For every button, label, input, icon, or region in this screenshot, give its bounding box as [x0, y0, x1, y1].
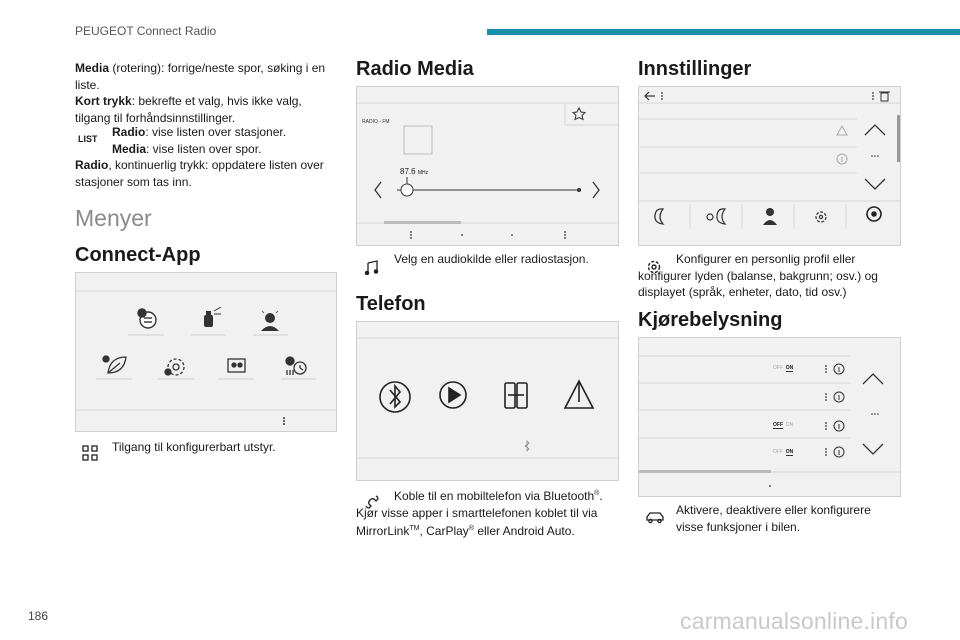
kort-trykk-label: Kort trykk — [75, 94, 132, 108]
media2-label: Media — [112, 141, 147, 156]
telefon-caption: Koble til en mobiltelefon via Bluetooth®. Kjør visse apper i smarttelefonen koblet til via MirrorLink™, CarPlay® eller Android Auto. — [356, 489, 603, 538]
radio2-label: Radio — [75, 158, 109, 172]
connect-app-caption: Tilgang til konfigurerbart utstyr. — [112, 440, 276, 454]
album-art-placeholder — [404, 126, 432, 154]
media-label: Media — [75, 61, 110, 75]
kjorebelysning-heading: Kjørebelysning — [638, 309, 783, 331]
trash-icon — [879, 92, 890, 101]
menu-dots-icon — [410, 231, 412, 239]
more-options-icon — [283, 417, 285, 425]
toggle-row-1: OFF ON — [773, 365, 794, 371]
media-text: (rotering): forrige/neste spor, søking i en liste. — [75, 61, 326, 92]
star-icon — [573, 108, 585, 120]
radio-media-heading: Radio Media — [356, 58, 474, 80]
innstillinger-heading: Innstillinger — [638, 58, 752, 80]
gear-clock-icon — [165, 359, 184, 375]
person-icon — [261, 311, 279, 331]
kjorebelysning-screen — [638, 337, 901, 497]
profile-gear-icon — [763, 208, 777, 225]
mirrorlink-icon — [505, 383, 527, 408]
music-note-icon — [364, 259, 380, 275]
scroll-down-icon — [863, 444, 883, 454]
warning-icon — [837, 126, 847, 135]
toggle-row-3: OFF ON — [773, 422, 794, 428]
menyer-heading: Menyer — [75, 205, 152, 231]
radio-media-screen — [356, 86, 619, 246]
media2-text: : vise listen over spor. — [146, 141, 262, 156]
list-paragraph — [112, 124, 337, 157]
radio-text: : vise listen over stasjoner. — [145, 125, 287, 139]
page-number: 186 — [28, 609, 49, 623]
radio2-text: , kontinuerlig trykk: oppdatere listen over stasjoner som tas inn. — [75, 158, 324, 189]
running-header: PEUGEOT Connect Radio — [75, 24, 217, 38]
tuning-knob — [401, 184, 413, 196]
innstillinger-caption: Konfigurer en personlig profil eller konfigurer lyden (balanse, bakgrunn; osv.) og displayet (språk, enheter, dato, tid osv.) — [638, 252, 878, 299]
apps-grid-icon — [82, 445, 98, 461]
watermark: carmanualsonline.info — [680, 608, 908, 634]
scroll-up-icon — [865, 125, 885, 135]
bluetooth-small-icon — [525, 441, 529, 451]
list-button-icon: LIST — [78, 134, 98, 144]
moon-icon — [655, 209, 663, 224]
kjorebelysning-caption: Aktivere, deaktivere eller konfigurere visse funksjoner i bilen. — [676, 503, 871, 534]
location-settings-icon — [867, 207, 881, 221]
connect-app-heading: Connect-App — [75, 244, 201, 266]
leaf-icon — [103, 356, 126, 373]
kort-trykk-text: : bekrefte et valg, hvis ikke valg, tilgang til forhåndsinnstillinger. — [75, 94, 302, 125]
radio-long-press-paragraph — [75, 157, 337, 190]
radio-band-label: RADIO - FM — [362, 119, 390, 125]
bluetooth-icon — [380, 382, 410, 412]
car-icon — [645, 510, 665, 524]
frequency-readout: 87.6 MHz — [400, 167, 429, 176]
spray-icon — [204, 307, 221, 327]
radio-label: Radio — [112, 125, 146, 139]
radio-caption: Velg en audiokilde eller radiostasjon. — [394, 252, 589, 266]
innstillinger-screen — [638, 86, 901, 246]
chat-icon — [138, 309, 156, 328]
settings-clock-icon — [286, 357, 306, 375]
scroll-down-icon — [865, 179, 885, 189]
info-icon — [837, 154, 847, 164]
media-paragraph — [75, 60, 337, 126]
telefon-heading: Telefon — [356, 293, 426, 315]
sun-moon-icon — [707, 209, 725, 224]
next-icon — [593, 182, 599, 198]
carplay-icon — [440, 382, 466, 408]
toggle-row-4: OFF ON — [773, 449, 794, 455]
previous-icon — [375, 182, 381, 198]
back-arrow-icon — [645, 92, 655, 100]
header-accent-bar — [487, 29, 960, 35]
gear-icon — [816, 212, 826, 222]
contact-card-icon — [228, 359, 245, 372]
connect-app-screen — [75, 272, 337, 432]
telefon-screen — [356, 321, 619, 481]
scroll-up-icon — [863, 374, 883, 384]
android-auto-icon — [565, 381, 593, 408]
